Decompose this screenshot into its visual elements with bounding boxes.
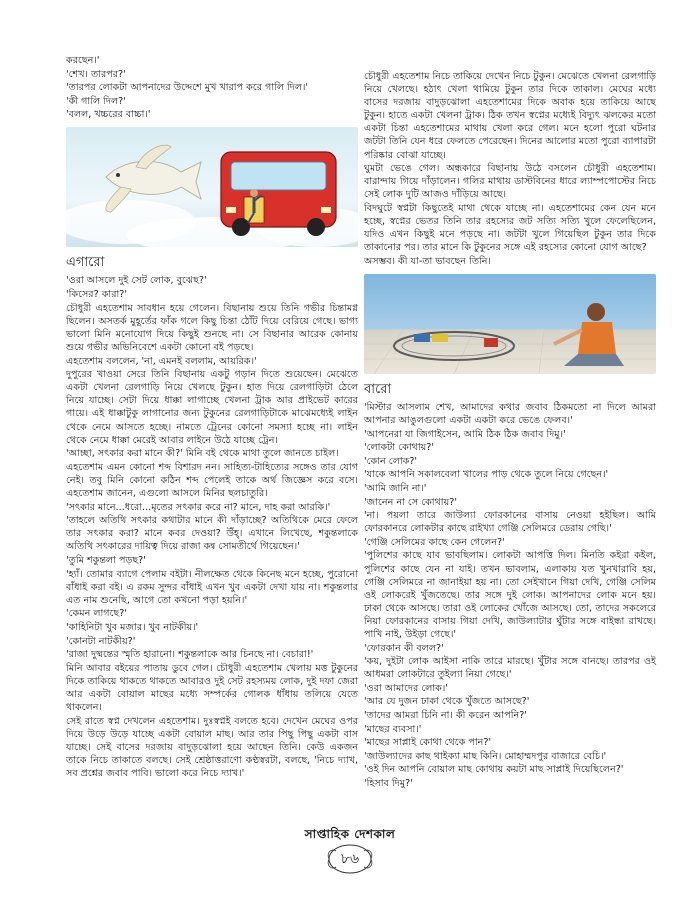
paragraph: 'মিস্টার আসলাম শেখ, আমাদের কথার জবাব ঠিকমতো না দিলে আমরা আপনার আঙুলগুলো একটা একটা করে ভেঙে ফেলব।' bbox=[364, 401, 656, 426]
section-title: এগারো bbox=[66, 255, 105, 271]
paragraph: 'লোকটা কোথায়?' bbox=[364, 442, 434, 454]
section-title: বারো bbox=[364, 381, 392, 397]
illustration-flying-fish-bus bbox=[66, 127, 358, 247]
paragraph: 'ওরা আমাদের লোক।' bbox=[364, 682, 448, 694]
paragraph: 'কিসের? কারা?' bbox=[66, 289, 127, 301]
paragraph: 'ওই দিন আপনি বোয়াল মাছ কোথায় কয়টা মাছ সাপ্লাই দিয়েছিলেন?' bbox=[364, 764, 624, 776]
paragraph: চৌধুরী এহতেশাম সাবধান হয়ে গেলেন। বিছানায় শুয়ে তিনি গভীর চিন্তামগ্ন ছিলেন। অসতর্ক মুহূর্তের ফাঁক গলে কিছু চিন্তা ঠোঁট দিয়ে বেরিয়ে গেছে। ভাগ্য ভালো মিনি মনোযোগ দিয়ে কিছুই শুনছে না। সে বিছানার আরেক কোনায় শুয়ে গভীর অভিনিবেশে একটা কোনো বই পড়ছে। bbox=[66, 302, 358, 353]
bus-icon bbox=[221, 152, 336, 236]
paragraph: 'আমি জানি না।' bbox=[364, 482, 427, 494]
paragraph: 'না। পয়লা তারে জাউল্যা ফোরকানের বাসায় নেওয়া হইছিল। আমি ফোরকানরে লোকটার কাছে রাইখ্যা গেঞ্জি সেলিমরে ডেরায় গেছি।' bbox=[364, 510, 656, 535]
paragraph: 'তারপর লোকটা আপনাদের উদ্দেশে মুখ খারাপ করে গালি দিল।' bbox=[66, 82, 309, 94]
paragraph: 'রাজা দুষ্মন্তের স্মৃতি হারানো। শকুন্তলাকে আর চিনছে না। বেচারা!' bbox=[66, 649, 314, 661]
paragraph: 'কী গালি দিল?' bbox=[66, 95, 126, 107]
paragraph: 'কোনটা নাটকীয়?' bbox=[66, 635, 136, 647]
paragraph: 'মাছের সাপ্লাই কোথা থেকে পান?' bbox=[364, 737, 492, 749]
paragraph: 'কাহিনিটা খুব মজার। খুব নাটকীয়।' bbox=[66, 621, 199, 633]
paragraph: ঘুমটা ভেঙে গেল। অন্ধকারে বিছানায় উঠে বসলেন চৌধুরী এহতেশাম। বারান্দায় গিয়ে দাঁড়ালেন। গলির মাথায় ডাস্টবিনের ধারে ল্যাম্পপোস্টের নিচে সেই লোক দুটি আজও দাঁড়িয়ে আছে। bbox=[364, 163, 656, 201]
paragraph: 'তুমি শকুন্তলা পড়ছ?' bbox=[66, 554, 146, 566]
paragraph: 'ওরা আসলে দুই সেট লোক, বুঝেছ?' bbox=[66, 275, 207, 287]
paragraph: 'তাদের আমরা চিনি না। কী করেন আপনি?' bbox=[364, 710, 527, 722]
paragraph: বিদঘুটে স্বপ্নটা কিছুতেই মাথা থেকে যাচ্ছে না। এহতেশামের কেন যেন মনে হচ্ছে, স্বপ্নের ভেতর তিনি তার রহস্যের জট সত্যি সত্যি খুলে ফেলেছিলেন, যদিও এখন কিছুই মনে পড়ছে না। জটটা খুলে গিয়েছিল টুকুন তার দিকে তাকানোর পর। তার মানে কি টুকুনের সঙ্গে এই রহস্যের কোনো যোগ আছে? bbox=[364, 202, 656, 254]
paragraph: 'শেখ। তারপর?' bbox=[66, 68, 126, 80]
paragraph: চৌধুরী এহতেশাম নিচে তাকিয়ে দেখেন নিচে টুকুন। মেঝেতে খেলনা রেলগাড়ি নিয়ে খেলছে। হঠাৎ খেলা থামিয়ে টুকুন তার দিকে তাকাল। মেঘের মধ্যে বাসের দরজায় বাদুড়ঝোলা এহতেশামের দিকে অবাক হয়ে তাকিয়ে আছে টুকুন। হাতে একটা খেলনা ট্রাক। ঠিক তখন স্বপ্নের মধ্যেই বিদ্যুৎ ঝলকের মতো একটা চিন্তা এহতেশামের মাথায় খেলা করে গেল। মনে হলো পুরো ঘটনার জটটা তিনি যেন ধরে ফেলতে পেরেছেন। দিনের আলোর মতো পুরো ব্যাপারটা পরিষ্কার বোঝা যাচ্ছে। bbox=[364, 71, 656, 161]
paragraph: করছেন।' bbox=[66, 55, 100, 66]
paragraph: অসম্ভব। কী যা-তা ভাবছেন তিনি। bbox=[364, 255, 491, 267]
paragraph: 'পুলিশের কাছে যাব ভাবছিলাম। লোকটা আপত্তি দিল। মিনতি কইরা কইল, পুলিশের কাছে যেন না যাই। তখন ভাবলাম, এলাকায় যত খুনখারাবি হয়, গেঞ্জি সেলিমরে না জানাইয়া হয় না। তো সেইখানে গিয়া দেখি, গেঞ্জি সেলিম ওই লোকরেই খুঁজতেছে। তার সঙ্গে দুই লোক। আপনাদের লোক মনে হয়। ঢাকা থেকে আসছে। তারা ওই লোকের খোঁজে আসছে। তো, তাদের সকলেরে নিয়া ফোরকানের বাসায় গিয়া দেখি, জাউল্যাটার ঘুঁটার সঙ্গে বাইন্ধা রাখছে। পাখি নাই, উইড়া গেছে।' bbox=[364, 550, 656, 640]
boy-icon bbox=[554, 303, 624, 366]
paragraph: 'কোন লোক?' bbox=[364, 455, 418, 467]
paragraph: 'হ্যাঁ। তোমার ব্যাগে পেলাম বইটা। নীলক্ষেত থেকে কিনেছ মনে হচ্ছে, পুরোনো বাঁধাই করা বই। এ রকম সুন্দর বাঁধাই এখন খুব একটা দেখা যায় না। শকুন্তলার এত নাম শুনেছি, আগে তো কখনো পড়া হয়নি।' bbox=[66, 568, 358, 606]
paragraph: 'কেমন লাগছে?' bbox=[66, 608, 127, 620]
paragraph: দুপুরের খাওয়া সেরে তিনি বিছানায় একটু গড়ান দিতে শুয়েছেন। মেঝেতে একটা খেলনা রেলগাড়ি নিয়ে খেলছে টুকুন। হাত দিয়ে রেলগাড়িটা ঠেলে নিয়ে যাচ্ছে। সেটা দিয়ে ধাক্কা লাগাচ্ছে খেলনা ট্রাক আর প্রাইভেট কারের গায়ে। এই ধাক্কাটুকু লাগানোর জন্য টুকুনের রেলগাড়িটাকে মাঝেমধ্যেই লাইন থেকে নেমে আসতে হচ্ছে। নামতে ট্রেনের কোনো সমস্যা হচ্ছে না। লাইন থেকে নেমে ধাক্কা মেরেই আবার লাইনে উঠে যাচ্ছে ট্রেন। bbox=[66, 369, 358, 446]
paragraph: 'গেঞ্জি সেলিমের কাছে কেন গেলেন?' bbox=[364, 536, 505, 548]
paragraph: 'জানেন না সে কোথায়?' bbox=[364, 496, 457, 508]
toy-train-icon bbox=[394, 332, 514, 360]
paragraph: 'জাউল্যাদের কাছ থাইক্যা মাছ কিনি। মোহাম্মদপুর বাজারে বেচি।' bbox=[364, 750, 607, 762]
paragraph: 'ফোরকান কী বলল?' bbox=[364, 642, 444, 654]
paragraph: 'যাকে আপনি সকালবেলা খালের পাড় থেকে তুলে নিয়ে গেছেন।' bbox=[364, 469, 609, 481]
paragraph: 'মাছের ব্যবসা।' bbox=[364, 723, 422, 735]
paragraph: 'আর যে দুজন ঢাকা থেকে খুঁজতে আসছে?' bbox=[364, 696, 530, 708]
magazine-name: সাপ্তাহিক দেশকাল bbox=[304, 827, 396, 841]
right-column bbox=[364, 70, 656, 791]
page-number-badge bbox=[326, 842, 374, 876]
paragraph: সেই রাতে স্বপ্ন দেখলেন এহতেশাম। দুঃস্বপ্নই বলতে হবে। দেখেন মেঘের ওপর দিয়ে উড়ে উড়ে যাচ্ছে একটা বোয়াল মাছ। আর তার পিছু পিছু একটা বাস যাচ্ছে। সেই বাসের দরজায় বাদুড়ঝোলা হয়ে আছেন তিনি। কেউ একজন তাকে নিচে তাকাতে বলছে। সেই শ্রেষ্ঠাত্তরাণো কণ্ঠস্বরটা, বলছে, 'নিচে দ্যাখ, সব প্রশ্নের জবাব পাবি। ভালো করে নিচে দ্যাখ।' bbox=[66, 715, 358, 779]
paragraph: 'সৎকার মানে...ধরো...মৃতের সৎকার করে না? মানে, দাহ করা আরকি।' bbox=[66, 501, 331, 513]
paragraph: 'বলল, খচ্চরের বাচ্চা।' bbox=[66, 109, 151, 121]
paragraph: 'হিসাব দিমু?' bbox=[364, 778, 413, 790]
page-number: ৮৬ bbox=[340, 851, 360, 867]
paragraph: 'আপনেরা যা জিগাইসেন, আমি ঠিক ঠিক জবাব দিমু।' bbox=[364, 428, 566, 440]
paragraph: 'আচ্ছা, সৎকার করা মানে কী?' মিনি বই থেকে মাথা তুলে জানতে চাইল। bbox=[66, 448, 339, 460]
paragraph: 'তাহলে অতিথি সৎকার কথাটার মানে কী দাঁড়াচ্ছে? অতিথিকে মেরে ফেলে তার সৎকার করা? মানে কবর দেওয়া? উঁহ্‌। এখানে লিখেছে, শকুন্তলাকে অতিথি সৎকারের দায়িত্ব দিয়ে রাজা কন্ব সোমতীর্থে গিয়েছেন।' bbox=[66, 515, 358, 553]
paragraph: মিনি আবার বইয়ের পাতায় ডুবে গেল। চৌধুরী এহতেশাম খেলায় মত্ত টুকুনের দিকে তাকিয়ে থাকতে থাকতে আবারও দুই সেট রহস্যময় লোক, দুই দফা জেরা আর একটা বোয়াল মাছের মধ্যে সম্পর্কের গোলক ধাঁধায় তলিয়ে যেতে থাকলেন। bbox=[66, 662, 358, 713]
paragraph: এহতেশাম এমন কোনো শব্দ বিশারদ নন। সাহিত্য-টাহিত্যের সঙ্গেও তার যোগ নেই। তবু মিনি কোনো কঠিন শব্দ পেলেই তাকে অর্থ জিজ্ঞেস করে বসে। এহতেশাম জানেন, এগুলো আসলে মিনির ছলচাতুরি। bbox=[66, 461, 358, 499]
left-column bbox=[66, 54, 358, 781]
paragraph: এহতেশাম বললেন, 'না, এমনই বললাম, আয়রিক।' bbox=[66, 355, 257, 367]
paragraph: 'কয়, দুইটা লোক আইসা নাকি তারে মারছে। খুঁটার সঙ্গে বানছে। তারপর ওই আধমরা লোকটারে তুইল্যা নিয়া গেছে।' bbox=[364, 656, 656, 681]
illustration-boy-toy-train bbox=[364, 274, 656, 374]
